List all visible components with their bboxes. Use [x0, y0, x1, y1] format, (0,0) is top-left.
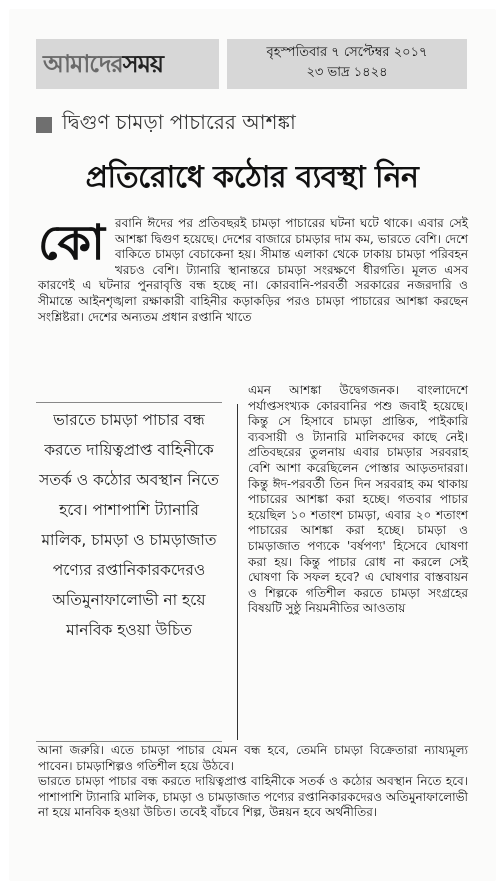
pull-quote-text: ভারতে চামড়া পাচার বন্ধ করতে দায়িত্বপ্রাপ্ত বাহিনীকে সতর্ক ও কঠোর অবস্থান নিতে হবে। পাশাপাশি ট্যানারি মালিক, চামড়া ও চামড়াজাত পণ্যের রপ্তানিকারকদেরও অতিমুনাফালোভী না হয়ে মানবিক হওয়া উচিত [39, 411, 219, 639]
date-bengali: ২৩ ভাদ্র ১৪২৪ [306, 65, 388, 80]
square-bullet-icon [36, 117, 52, 133]
drop-cap: কো [38, 215, 105, 271]
right-column [248, 383, 468, 617]
date-gregorian: বৃহস্পতিবার ৭ সেপ্টেম্বর ২০১৭ [266, 45, 428, 60]
article-kicker [36, 108, 296, 141]
logo-part-2: সময় [122, 49, 164, 78]
kicker-text: দ্বিগুণ চামড়া পাচারের আশঙ্কা [62, 110, 296, 134]
column-divider [237, 404, 238, 740]
closing-paragraphs [38, 743, 468, 821]
pull-quote [36, 402, 222, 742]
publication-date [227, 39, 467, 89]
logo-part-1: আমাদের [43, 49, 123, 78]
article-headline: প্রতিরোধে কঠোর ব্যবস্থা নিন [85, 160, 419, 195]
logo-wordmark [43, 46, 163, 86]
right-column-text: এমন আশঙ্কা উদ্বেগজনক। বাংলাদেশে পর্যাপ্তসংখ্যক কোরবানির পশু জবাই হয়েছে। কিন্তু সে হিসাবে চামড়া প্রান্তিক, পাইকারি ব্যবসায়ী ও ট্যানারি মালিকদের কাছে নেই। প্রতিবছরের তুলনায় এবার চামড়ার সরবরাহ বেশি আশা করেছিলেন পোস্তার আড়তদাররা। কিন্তু ঈদ-পরবর্তী তিন দিন সরবরাহ কম থাকায় পাচারের আশঙ্কা করা হচ্ছে। গতবার পাচার হয়েছিল ১০ শতাংশ চামড়া, এবার ২০ শতাংশ পাচারের আশঙ্কা করা হচ্ছে। চামড়া ও চামড়াজাত পণ্যকে 'বর্ষপণ্য' হিসেবে ঘোষণা করা হয়। কিন্তু পাচার রোধ না করলে সেই ঘোষণা কি সফল হবে? এ ঘোষণার বাস্তবায়ন ও শিল্পকে গতিশীল করতে চামড়া সংগ্রহের বিষয়টি সুষ্ঠু নিয়মনীতির আওতায় [248, 383, 468, 616]
closing-paragraph-1: আনা জরুরি। এতে চামড়া পাচার যেমন বন্ধ হবে, তেমনি চামড়া বিক্রেতারা ন্যায্যমূল্য পাবেন। চামড়াশিল্পও গতিশীল হয়ে উঠবে। [38, 743, 468, 773]
newspaper-logo [36, 39, 219, 89]
lead-paragraph [38, 216, 468, 325]
lead-text: রবানি ঈদের পর প্রতিবছরই চামড়া পাচারের ঘটনা ঘটে থাকে। এবার সেই আশঙ্কা দ্বিগুণ হয়েছে। দেশের বাজারে চামড়ার দাম কম, ভারতে বেশি। দেশে বাকিতে চামড়া বেচাকেনা হয়। সীমান্ত এলাকা থেকে ঢাকায় চামড়া পরিবহন খরচও বেশি। ট্যানারি স্থানান্তরে চামড়া সংরক্ষণে ধীরগতি। মূলত এসব কারণেই এ ঘটনার পুনরাবৃত্তি বন্ধ হচ্ছে না। কোরবানি-পরবর্তী সরকারের নজরদারি ও সীমান্তে আইনশৃঙ্খলা রক্ষাকারী বাহিনীর কড়াকড়ির পরও চামড়া পাচারের আশঙ্কা করছেন সংশ্লিষ্টরা। দেশের অন্যতম প্রধান রপ্তানি খাতে [38, 216, 468, 324]
closing-paragraph-2: ভারতে চামড়া পাচার বন্ধ করতে দায়িত্বপ্রাপ্ত বাহিনীকে সতর্ক ও কঠোর অবস্থান নিতে হবে। পাশাপাশি ট্যানারি মালিক, চামড়া ও চামড়াজাত পণ্যের রপ্তানিকারকদেরও অতিমুনাফালোভী না হয়ে মানবিক হওয়া উচিত। তবেই বাঁচবে শিল্প, উন্নয়ন হবে অর্থনীতির। [38, 774, 468, 820]
